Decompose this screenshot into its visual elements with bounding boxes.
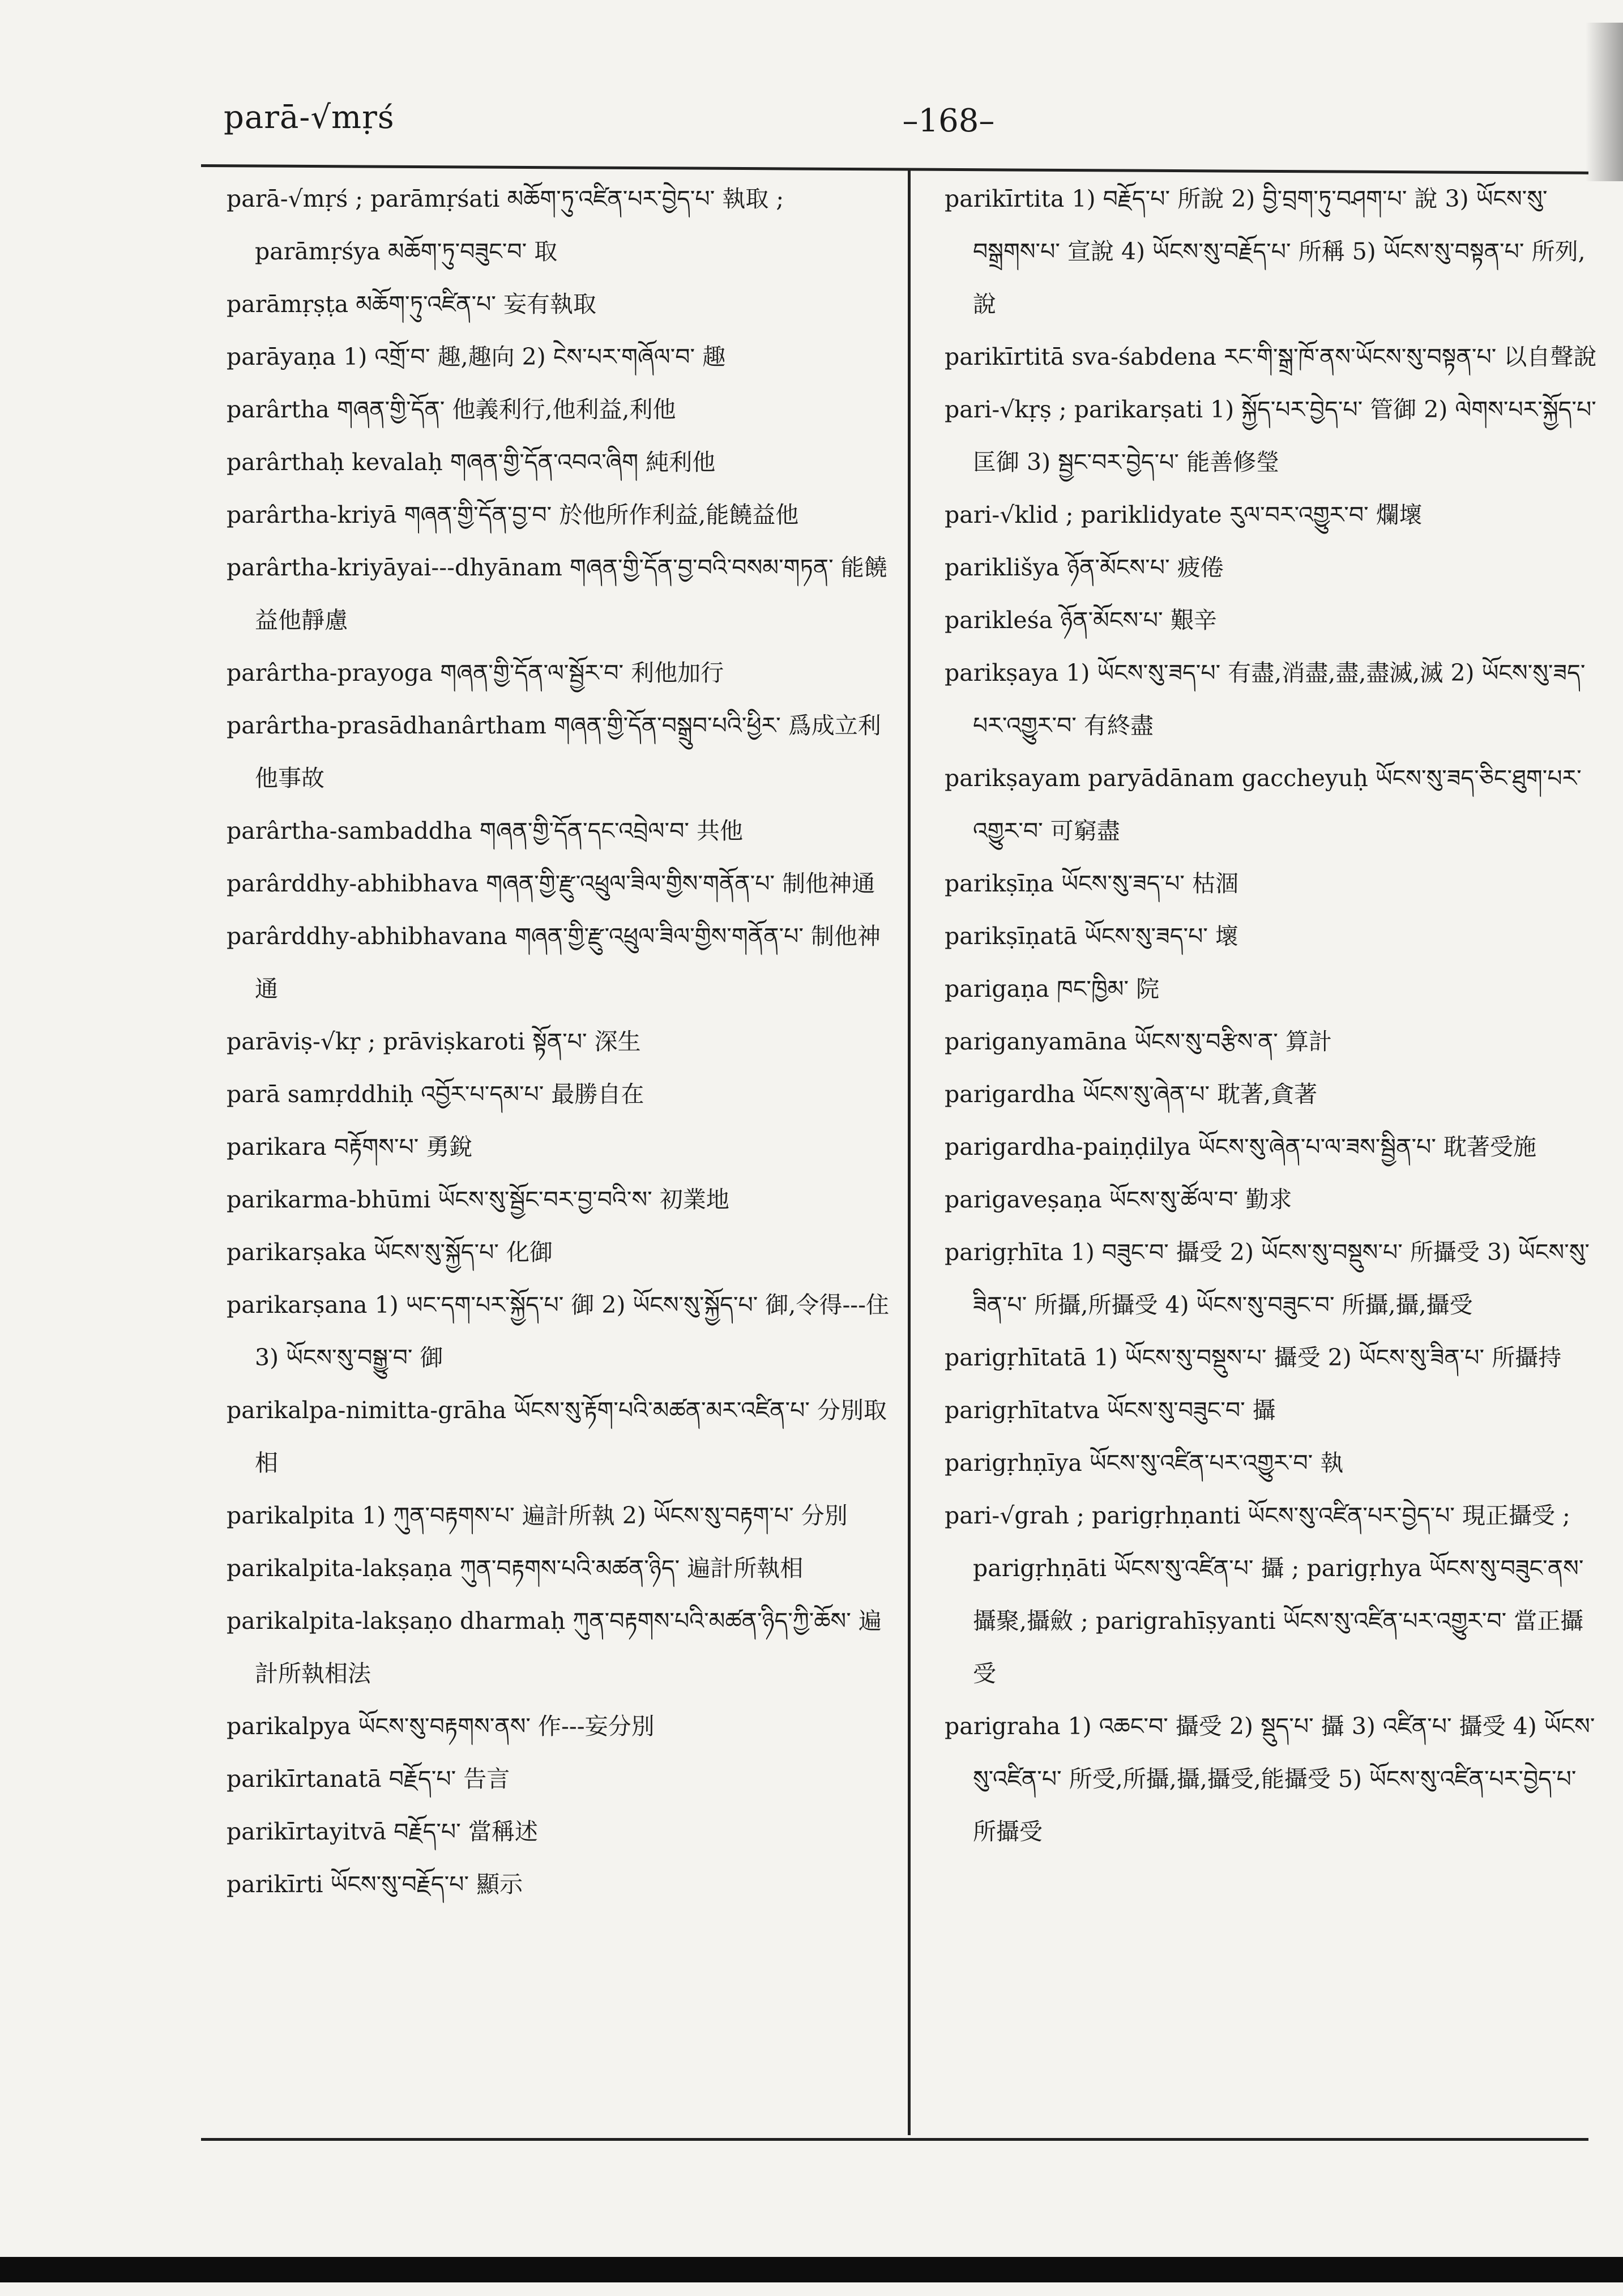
entry-definition: རང་གི་སྒྲ་ཁོ་ནས་ཡོངས་སུ་བསྟན་པ་ 以自聲說 [1224,343,1597,370]
entry-headword: parigardha-paiṇḍilya [945,1133,1191,1160]
entry-headword: parikīrtita [945,185,1065,212]
entry-definition: ; prāviṣkaroti སྟོན་པ་ 深生 [368,1028,641,1055]
dictionary-entry [945,1226,1601,1331]
entry-headword: pariganyamāna [945,1028,1127,1055]
entry-headword: parikarṣana [227,1291,368,1318]
entry-definition: ཡོངས་སུ་རྟོག་པའི་མཚན་མར་འཛིན་པ་ 分別取相 [255,1397,887,1476]
dictionary-entry [945,910,1601,963]
dictionary-entry [227,489,903,541]
entry-headword: parigraha [945,1713,1061,1740]
dictionary-entry [227,1384,903,1490]
entry-headword: parikīrtayitvā [227,1818,387,1845]
entry-definition: ཡོངས་སུ་ཚོལ་བ་ 勤求 [1109,1186,1292,1213]
entry-definition: ཡོངས་སུ་ཞེན་པ་ 耽著,貪著 [1082,1081,1318,1108]
entry-headword: parigṛhītatva [945,1397,1100,1424]
dictionary-entry [227,699,903,805]
dictionary-entry [945,331,1601,383]
entry-headword: parāviṣ-√kṛ [227,1028,361,1055]
entry-definition: ཡོངས་སུ་ཟད་པ་ 壞 [1084,923,1239,950]
dictionary-entry [945,1331,1601,1384]
entry-definition: ཉོན་མོངས་པ་ 疲倦 [1067,554,1224,581]
entry-definition: ཁང་ཁྱིམ་ 院 [1057,975,1160,1002]
dictionary-entry [227,278,903,331]
entry-definition: 1) ཡང་དག་པར་སྐྱོད་པ་ 御 2) ཡོངས་སུ་སྐྱོད་པ་ 御,令得---住 3) ཡོངས་སུ་བསྒྱུ་བ་ 御 [255,1291,890,1371]
entry-headword: parârtha-sambaddha [227,817,472,844]
dictionary-entry [227,1173,903,1226]
entry-headword: parigaṇa [945,975,1049,1002]
dictionary-entry [227,910,903,1015]
dictionary-entry [945,1384,1601,1437]
dictionary-entry [227,1700,903,1753]
entry-headword: parikalpa-nimitta-grāha [227,1397,507,1424]
entry-definition: ; parikarṣati 1) སྐྱོད་པར་བྱེད་པ་ 管御 2) ལེགས་པར་སྐྱོད་པ་ 匡御 3) སྦྱང་བར་བྱེད་པ་ 能善修瑩 [973,396,1596,476]
entry-headword: parikīrtitā sva-śabdena [945,343,1217,370]
dictionary-entry [227,383,903,436]
entry-headword: pari-√grah [945,1502,1070,1529]
dictionary-entry [945,857,1601,910]
scan-shadow [1586,23,1623,181]
dictionary-entry [227,1806,903,1858]
entry-headword: parikalpita [227,1502,355,1529]
entry-headword: parāmṛṣṭa [227,291,349,318]
dictionary-entry [227,436,903,489]
entry-definition: གཞན་གྱི་དོན་ 他義利行,他利益,利他 [336,396,676,423]
dictionary-entry [945,594,1601,647]
page-header [224,99,1571,144]
entry-headword: parârddhy-abhibhava [227,870,479,897]
entry-headword: parârthaḥ kevalaḥ [227,449,443,476]
entry-definition: ; parāmṛśati མཆོག་ཏུ་འཛིན་པར་བྱེད་པ་ 執取 ; parāmṛśya མཆོག་ཏུ་བཟུང་བ་ 取 [255,185,784,265]
right-column [945,173,1601,1858]
entry-definition: ཡོངས་སུ་བརྩིས་ན་ 算計 [1134,1028,1332,1055]
dictionary-entry [945,383,1601,489]
dictionary-entry [945,541,1601,594]
entry-definition: གཞན་གྱི་རྫུ་འཕྲུལ་ཟིལ་གྱིས་གནོན་པ་ 制他神通 [255,923,881,1002]
entry-headword: parârtha-kriyā [227,501,397,528]
dictionary-entry [945,1068,1601,1121]
entry-definition: ཡོངས་སུ་ཞེན་པ་ལ་ཟས་སྦྱིན་པ་ 耽著受施 [1198,1133,1536,1160]
entry-headword: parikleśa [945,607,1053,634]
dictionary-entry [945,752,1601,857]
entry-definition: གཞན་གྱི་རྫུ་འཕྲུལ་ཟིལ་གྱིས་གནོན་པ་ 制他神通 [486,870,875,897]
dictionary-entry [945,173,1601,331]
entry-definition: གཞན་གྱི་དོན་བྱ་བའི་བསམ་གཏན་ 能饒益他靜慮 [255,554,887,634]
entry-headword: parârtha-prasādhanârtham [227,712,547,739]
dictionary-entry [227,173,903,278]
entry-definition: ཀུན་བརྟགས་པའི་མཚན་ཉིད་ཀྱི་ཆོས་ 遍計所執相法 [255,1607,882,1687]
dictionary-entry [227,1015,903,1068]
entry-definition: གཞན་གྱི་དོན་དང་འབྲེལ་བ་ 共他 [479,817,744,844]
entry-headword: parāyaṇa [227,343,336,370]
dictionary-entry [227,647,903,699]
dictionary-entry [227,1542,903,1595]
entry-headword: pari-√klid [945,501,1058,528]
entry-definition: གཞན་གྱི་དོན་འབའ་ཞིག 純利他 [450,449,716,476]
dictionary-entry [227,1121,903,1173]
entry-definition: ཡོངས་སུ་བརྟགས་ནས་ 作---妄分別 [358,1713,655,1740]
entry-definition: གཞན་གྱི་དོན་ལ་སྦྱོར་བ་ 利他加行 [440,659,724,686]
entry-headword: parigardha [945,1081,1075,1108]
dictionary-entry [945,1490,1601,1700]
entry-headword: parikīrtanatā [227,1765,382,1793]
entry-definition: བརྗོད་པ་ 告言 [388,1765,510,1793]
entry-definition: ཡོངས་སུ་བརྗོད་པ་ 顯示 [330,1871,523,1898]
entry-definition: མཆོག་ཏུ་འཛིན་པ་ 妄有執取 [356,291,597,318]
entry-headword: parikalpita-lakṣaṇa [227,1555,452,1582]
entry-headword: parikarma-bhūmi [227,1186,431,1213]
dictionary-entry [227,1226,903,1279]
entry-headword: parigṛhītatā [945,1344,1087,1371]
entry-headword: parikṣīṇa [945,870,1054,897]
running-head: parā-√mṛś [224,99,395,136]
entry-definition: ཡོངས་སུ་ཟད་ཅིང་ཐུག་པར་འགྱུར་བ་ 可窮盡 [973,765,1582,844]
entry-headword: parikarṣaka [227,1239,367,1266]
entry-headword: parigṛhṇīya [945,1449,1082,1476]
entry-headword: parikṣayam paryādānam gaccheyuḥ [945,765,1368,792]
entry-headword: parā samṛddhiḥ [227,1081,414,1108]
entry-headword: pariklišya [945,554,1060,581]
entry-headword: parikṣaya [945,659,1059,686]
dictionary-entry [227,1068,903,1121]
entry-headword: parârtha-kriyāyai---dhyānam [227,554,562,581]
dictionary-entry [945,647,1601,752]
dictionary-entry [945,1700,1601,1858]
entry-headword: parikṣīṇatā [945,923,1078,950]
column-divider [908,170,911,2135]
entry-headword: parigṛhīta [945,1239,1064,1266]
entry-definition: 1) བརྗོད་པ་ 所說 2) བྱི་བྲག་ཏུ་བཤག་པ་ 說 3) ཡོངས་སུ་བསྒྲགས་པ་ 宣說 4) ཡོངས་སུ་བརྗོད་པ་ 所稱 5) ཡོངས་སུ་བསྟན་པ་ 所列,說 [973,185,1586,318]
entry-definition: 1) འགྲོ་བ་ 趣,趣向 2) ངེས་པར་གཞོལ་བ་ 趣 [343,343,726,370]
dictionary-entry [227,805,903,857]
entry-headword: parigaveṣaṇa [945,1186,1102,1213]
entry-definition: ཀུན་བརྟགས་པའི་མཚན་ཉིད་ 遍計所執相 [459,1555,804,1582]
dictionary-entry [227,331,903,383]
dictionary-entry [945,1015,1601,1068]
dictionary-entry [945,963,1601,1015]
dictionary-entry [945,1173,1601,1226]
entry-headword: parârddhy-abhibhavana [227,923,508,950]
entry-headword: parikara [227,1133,327,1160]
entry-definition: ཡོངས་སུ་སྦྱོང་བར་བྱ་བའི་ས་ 初業地 [438,1186,729,1213]
entry-definition: ; parigṛhṇanti ཡོངས་སུ་འཛིན་པར་བྱེད་པ་ 現正攝受 ; parigṛhṇāti ཡོངས་སུ་འཛིན་པ་ 攝 ; parigṛhya ཡོངས་སུ་བཟུང་ནས་ 攝聚,攝斂 ; parigrahīṣyanti ཡོངས་སུ་འཛིན་པར་འགྱུར་བ་ 當正攝受 [973,1502,1584,1687]
entry-headword: parikalpya [227,1713,351,1740]
scan-edge-bar [0,2257,1623,2282]
entry-definition: གཞན་གྱི་དོན་བྱ་བ་ 於他所作利益,能饒益他 [404,501,799,528]
dictionary-entry [227,857,903,910]
dictionary-entry [945,1437,1601,1490]
dictionary-entry [227,541,903,647]
entry-definition: 1) ཡོངས་སུ་ཟད་པ་ 有盡,消盡,盡,盡滅,滅 2) ཡོངས་སུ་ཟད་པར་འགྱུར་བ་ 有終盡 [973,659,1586,739]
entry-headword: parikīrti [227,1871,323,1898]
entry-definition: གཞན་གྱི་དོན་བསྒྲུབ་པའི་ཕྱིར་ 爲成立利他事故 [255,712,881,792]
entry-definition: 1) འཆང་བ་ 攝受 2) སྡུད་པ་ 攝 3) འཛིན་པ་ 攝受 4) ཡོངས་སུ་འཛིན་པ་ 所受,所攝,攝,攝受,能攝受 5) ཡོངས་སུ་འཛིན་པར་བྱེད་པ་ 所攝受 [973,1713,1595,1845]
entry-definition: ཡོངས་སུ་སྐྱོད་པ་ 化御 [374,1239,553,1266]
entry-definition: ཡོངས་སུ་ཟད་པ་ 枯涸 [1061,870,1239,897]
entry-definition: ཡོངས་སུ་བཟུང་བ་ 攝 [1107,1397,1276,1424]
dictionary-entry [945,1121,1601,1173]
footer-rule [201,2138,1588,2141]
entry-definition: ཉོན་མོངས་པ་ 艱辛 [1060,607,1217,634]
entry-headword: parikalpita-lakṣaṇo dharmaḥ [227,1607,566,1634]
dictionary-entry [227,1279,903,1384]
dictionary-entry [945,489,1601,541]
dictionary-entry [227,1753,903,1806]
entry-definition: ; pariklidyate རུལ་བར་འགྱུར་བ་ 爛壞 [1065,501,1423,528]
entry-definition: བརྗོད་པ་ 當稱述 [394,1818,538,1845]
entry-definition: 1) ཡོངས་སུ་བསྡུས་པ་ 攝受 2) ཡོངས་སུ་ཟིན་པ་ 所攝持 [1094,1344,1562,1371]
entry-headword: pari-√kṛṣ [945,396,1052,423]
entry-definition: 1) བཟུང་བ་ 攝受 2) ཡོངས་སུ་བསྡུས་པ་ 所攝受 3) ཡོངས་སུ་ཟིན་པ་ 所攝,所攝受 4) ཡོངས་སུ་བཟུང་བ་ 所攝,攝,攝受 [973,1239,1590,1318]
page-number: –168– [902,103,995,139]
entry-definition: བརྟོགས་པ་ 勇銳 [334,1133,473,1160]
entry-definition: 1) ཀུན་བརྟགས་པ་ 遍計所執 2) ཡོངས་སུ་བརྟག་པ་ 分別 [362,1502,848,1529]
entry-definition: འབྱོར་པ་དམ་པ་ 最勝自在 [421,1081,644,1108]
entry-headword: parā-√mṛś [227,185,348,212]
entry-headword: parârtha [227,396,330,423]
dictionary-entry [227,1858,903,1911]
left-column [227,173,903,1911]
dictionary-entry [227,1490,903,1542]
entry-headword: parârtha-prayoga [227,659,433,686]
entry-definition: ཡོངས་སུ་འཛིན་པར་འགྱུར་བ་ 執 [1089,1449,1344,1476]
dictionary-entry [227,1595,903,1700]
